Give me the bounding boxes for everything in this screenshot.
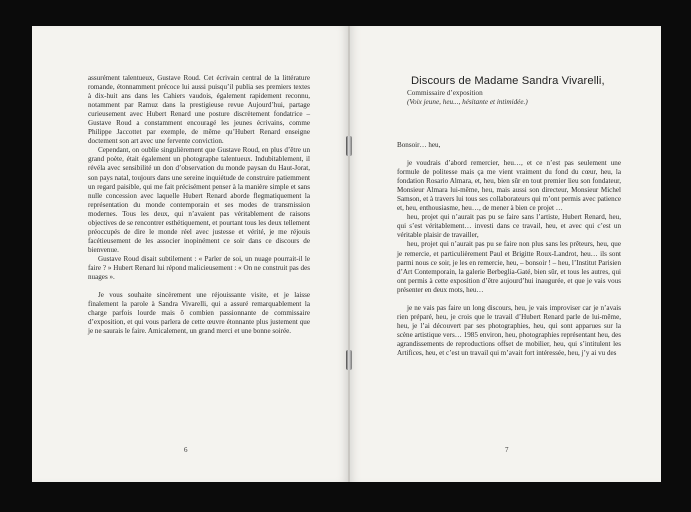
right-page-text [397,141,621,358]
right-paragraph: je ne vais pas faire un long discours, heu, je vais improviser car je n’avais rien préparé, heu, je crois que le travail d’Hubert Renard parle de lui-même, heu, je l’ai découvert par ses photographies, heu, qui sont apparues sur la scène artistique vers… 1985 environ, heu, photographies représentant heu, des agrandissements de reproductions offset de mobilier, heu, qui s’intitulent les Artifices, heu, et c’est un travail qui m’avait fort intéressée, heu, j’y ai vu des [397,303,621,357]
speech-stage-direction: (Voix jeune, heu..., hésitante et intimidée.) [407,98,528,106]
left-paragraph: Cependant, on oublie singulièrement que Gustave Roud, en plus d’être un grand poète, était également un photographe talentueux. Indubitablement, il révéla avec sensibilité un don d’observation du monde paysan du Haut-Jorat, son pays natal, toujours dans une sereine inquiétude de construire patiemment un regard paisible, qui me fait précisément penser à la manière simple et sans nulle concession avec laquelle Hubert Renard aborde flegmatiquement la représentation du monde contemporain et ses modes de transmission modernes. Tous les deux, qui n’avaient pas véritablement de raisons objectives de se rencontrer esthétiquement, et pourtant tous les deux tellement préoccupés de dire le monde réel avec justesse et vérité, je me réjouis facétieusement de les associer inopinément ce soir dans ce discours de bienvenue. [88,146,310,254]
page-number-right: 7 [505,446,509,454]
book-spine [348,26,350,482]
speech-subtitle: Commissaire d’exposition [407,89,483,97]
left-page [32,26,349,482]
left-paragraph: assurément talentueux, Gustave Roud. Cet écrivain central de la littérature romande, étonnamment précoce lui aussi puisqu’il publia ses premiers textes à dix-huit ans dans les Cahiers vaudois, également rapidement reconnu, notamment par Ramuz dans la prestigieuse revue Aujourd’hui, partage curieusement avec Hubert Renard une posture discrètement fondatrice – Gustave Roud a constamment encouragé les jeunes écrivains, comme Philippe Jaccottet par exemple, de même qu’Hubert Renard enseigne doctement son art avec une fervente conviction. [88,74,310,146]
right-paragraph: heu, projet qui n’aurait pas pu se faire non plus sans les prêteurs, heu, que je remercie, et particulièrement Paul et Brigitte Roux-Landrot, heu… ils sont parmi nous ce soir, je les en remercie, heu, – bonsoir ! – heu, l’Institut Parisien d’Art Contemporain, la galerie Berbeglia-Gaté, bien sûr, et tous les autres, qui ont permis à cette exposition d’être aujourd’hui inaugurée, et que je vais vous présenter en deux mots, heu… [397,240,621,294]
right-paragraph: Bonsoir… heu, [397,141,441,149]
left-page-text [88,74,310,336]
right-paragraph: je voudrais d’abord remercier, heu…, et ce n’est pas seulement une formule de politesse mais ça me vient vraiment du fond du cœur, heu, la fondation Rosario Almara, et, heu, bien sûr en tout premier lieu son fondateur, Monsieur Almara lui-même, heu, mais aussi son directeur, Monsieur Michel Samson, et à travers lui tous ses collaborateurs qui m’ont permis avec patience et, heu, enthousiasme, heu…, de mener à bien ce projet … [397,159,621,213]
staple-top [346,136,352,156]
right-paragraph: heu, projet qui n’aurait pas pu se faire sans l’artiste, Hubert Renard, heu, qui s’est véritablement… investi dans ce travail, heu, et avec qui c’est un véritable plaisir de travailler, [397,213,621,240]
left-paragraph: Je vous souhaite sincèrement une réjouissante visite, et je laisse finalement la parole à Sandra Vivarelli, qui a assuré remarquablement la charge parfois lourde mais ô combien passionnante de commissaire d’exposition, et qui vous parlera de cette œuvre étonnante plus justement que je ne saurais le faire. Amicalement, un grand merci et une bonne soirée. [88,291,310,336]
page-number-left: 6 [184,446,188,454]
speech-title: Discours de Madame Sandra Vivarelli, [411,75,605,87]
left-paragraph: Gustave Roud disait subtilement : « Parler de soi, un nuage pourrait-il le faire ? » Hubert Renard lui répond malicieusement : « On ne construit pas des nuages ». [88,254,310,282]
right-page [349,26,661,482]
staple-bottom [346,350,352,370]
